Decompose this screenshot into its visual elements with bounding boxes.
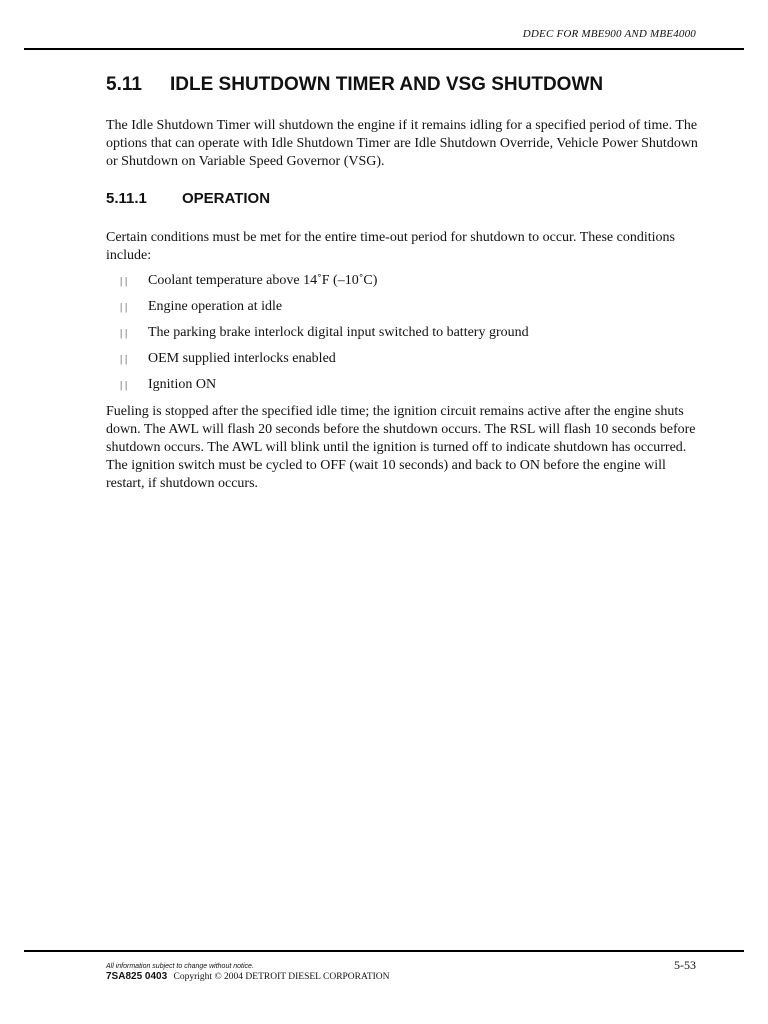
page-number: 5-53 [674,958,696,972]
intro-paragraph: The Idle Shutdown Timer will shutdown the engine if it remains idling for a specified period of time. The options that can operate with Idle Shutdown Timer are Idle Shutdown Override, Vehicle Power Shutdown or Shutdown on Variable Speed Governor (VSG). [106,118,698,169]
list-item-text: Ignition ON [148,377,217,392]
copyright-text: Copyright © 2004 DETROIT DIESEL CORPORATION [173,972,390,982]
list-item [106,324,529,350]
conditions-intro-paragraph: Certain conditions must be met for the entire time-out period for shutdown to occur. These conditions include: [106,230,675,263]
list-item [106,376,529,402]
subsection-title: OPERATION [182,190,271,207]
conditions-list [106,272,529,402]
list-item [106,298,529,324]
section-title: IDLE SHUTDOWN TIMER AND VSG SHUTDOWN [170,74,604,95]
subsection-number: 5.11.1 [106,190,147,207]
list-item [106,350,529,376]
bullet-marker: | | [120,353,128,365]
bullet-marker: | | [120,379,128,391]
fueling-paragraph: Fueling is stopped after the specified idle time; the ignition circuit remains active after the engine shuts down. The AWL will flash 20 seconds before the shutdown occurs. The RSL will flash 10 seconds before shutdown occurs. The AWL will blink until the ignition is turned off to indicate shutdown has occurred. The ignition switch must be cycled to OFF (wait 10 seconds) and back to ON before the engine will restart, if shutdown occurs. [106,404,696,491]
bullet-marker: | | [120,327,128,339]
list-item-text: Coolant temperature above 14˚F (–10˚C) [148,273,378,288]
list-item-text: The parking brake interlock digital input switched to battery ground [148,325,529,340]
footer-notice: All information subject to change without notice. [106,963,254,970]
footer-rule [24,950,744,952]
section-heading [106,74,603,96]
list-item [106,272,529,298]
subsection-heading [106,190,270,207]
list-item-text: OEM supplied interlocks enabled [148,351,336,366]
header-rule [24,48,744,50]
footer-copyright-line [106,971,390,982]
bullet-marker: | | [120,301,128,313]
section-number: 5.11 [106,74,142,95]
document-code: 7SA825 0403 [106,971,168,982]
list-item-text: Engine operation at idle [148,299,283,314]
bullet-marker: | | [120,275,128,287]
running-header: DDEC FOR MBE900 AND MBE4000 [522,28,696,40]
